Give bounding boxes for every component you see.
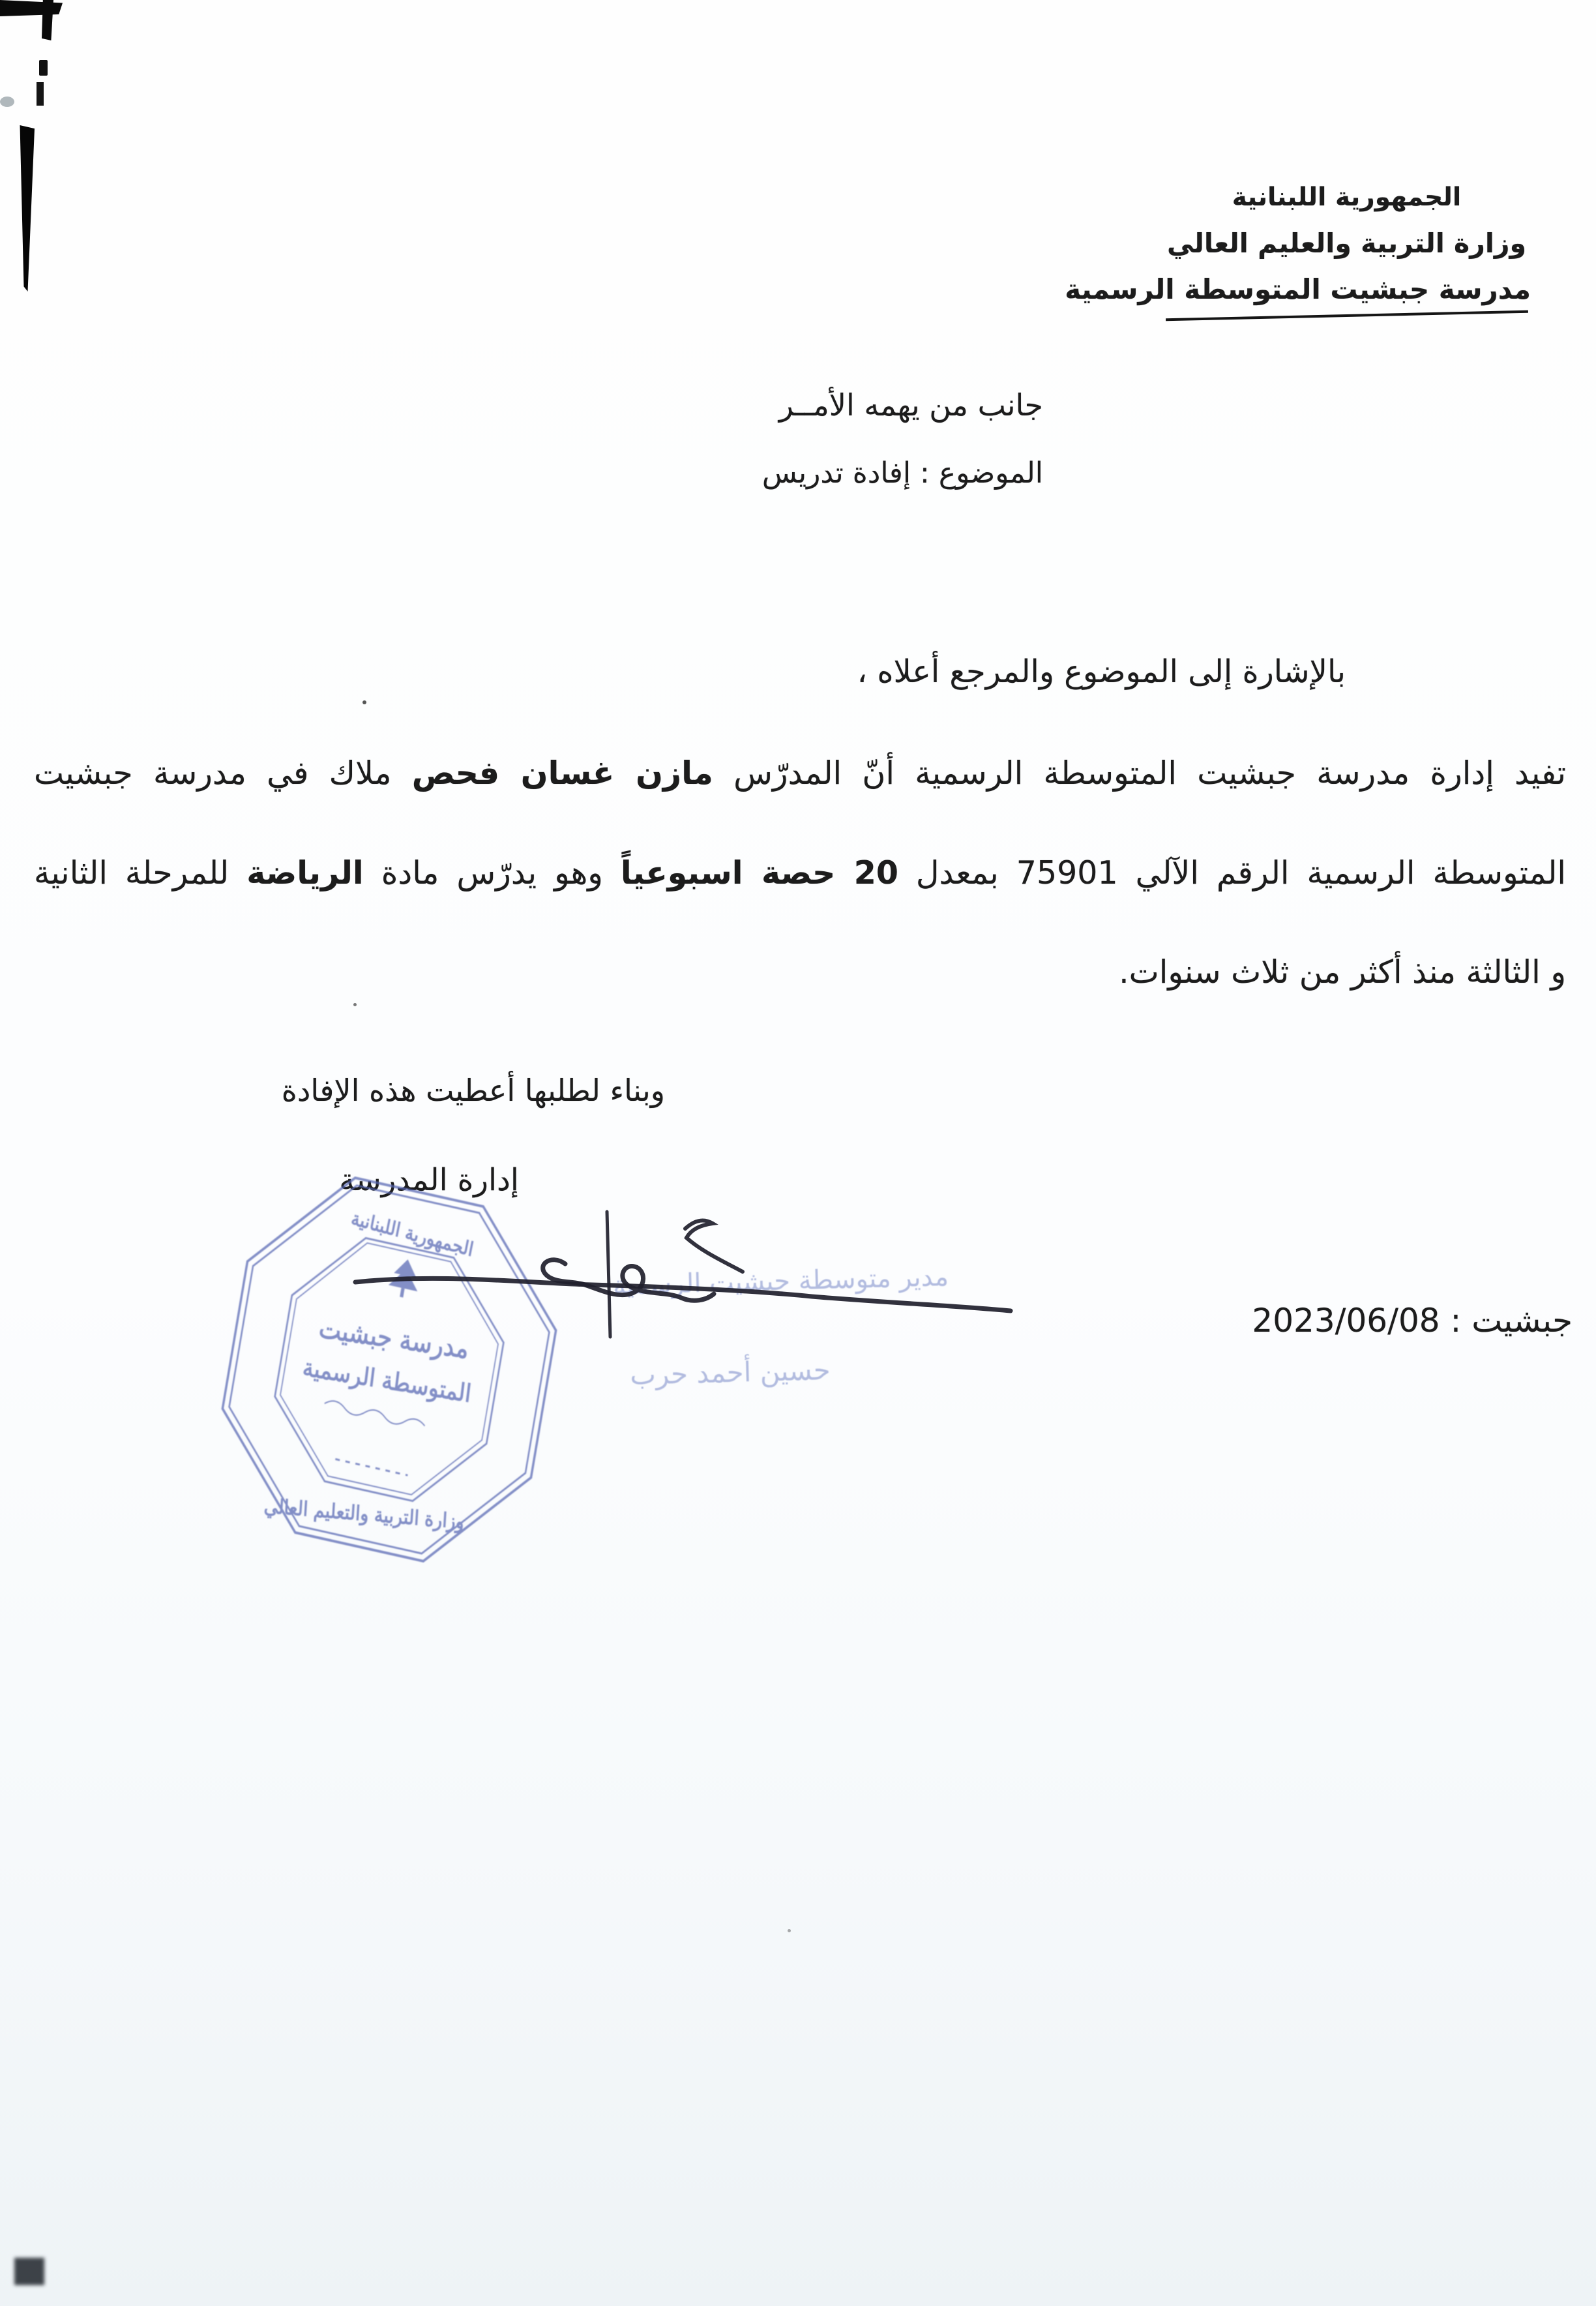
stamp-dash-row: [335, 1459, 407, 1475]
body-line-2-mid: وهو يدرّس مادة: [363, 854, 621, 891]
scan-artifact: [39, 60, 48, 76]
issuer-line: إدارة المدرسة: [339, 1162, 519, 1198]
scan-artifact: [42, 0, 53, 40]
director-stamp-title: مدير متوسطة جبشيت الرسمية: [612, 1261, 949, 1301]
scan-artifact: [14, 2258, 44, 2285]
director-stamp-name: حسين أحمد حرب: [629, 1353, 831, 1392]
body-line-2-text: المتوسطة الرسمية الرقم الآلي 75901 بمعدل: [898, 854, 1566, 891]
scan-artifact: [17, 125, 37, 292]
weekly-hours: 20 حصة اسبوعياً: [620, 854, 898, 891]
letterhead-ministry: وزارة التربية والعليم العالي: [1166, 228, 1527, 259]
body-line-3: و الثالثة منذ أكثر من ثلاث سنوات.: [1119, 953, 1566, 991]
addressee-line: جانب من يهمه الأمــر: [778, 387, 1043, 423]
scan-artifact: [0, 97, 14, 107]
body-paragraph: [34, 751, 1566, 1050]
letterhead: [1065, 175, 1531, 317]
subject-taught: الرياضة: [246, 854, 364, 891]
body-line-1-tail: ملاك في مدرسة جبشيت: [34, 755, 412, 792]
subject-line: الموضوع : إفادة تدريس: [761, 457, 1043, 490]
body-line-1-text: تفيد إدارة مدرسة جبشيت المتوسطة الرسمية أنّ المدرّس: [713, 755, 1566, 792]
stamp-school-line-2: المتوسطة الرسمية: [301, 1353, 473, 1409]
salutation-line: بالإشارة إلى الموضوع والمرجع أعلاه ،: [857, 653, 1346, 690]
stamp-school-line-1: مدرسة جبشيت: [317, 1312, 471, 1366]
stamp-script-squiggle: [324, 1399, 426, 1430]
closing-line: وبناء لطلبها أعطيت هذه الإفادة: [281, 1073, 665, 1108]
stamp-bottom-arc-text: وزارة التربية والتعليم العالي: [263, 1493, 466, 1534]
director-signature: [336, 1186, 1030, 1358]
letterhead-school: مدرسة جبشيت المتوسطة الرسمية: [1065, 273, 1531, 305]
scan-artifact: [37, 82, 44, 106]
body-line-1: [34, 751, 1566, 796]
scan-speck: [362, 700, 366, 704]
body-line-2: [34, 851, 1566, 896]
letterhead-country: الجمهورية اللبنانية: [1232, 183, 1462, 212]
body-line-2-tail: للمرحلة الثانية: [34, 854, 247, 891]
date-line: جبشيت : 2023/06/08: [1252, 1302, 1573, 1340]
teacher-name: مازن غسان فحص: [411, 755, 713, 792]
scan-speck: [788, 1929, 791, 1932]
stamp-top-arc-text: الجمهورية اللبنانية: [349, 1206, 476, 1261]
